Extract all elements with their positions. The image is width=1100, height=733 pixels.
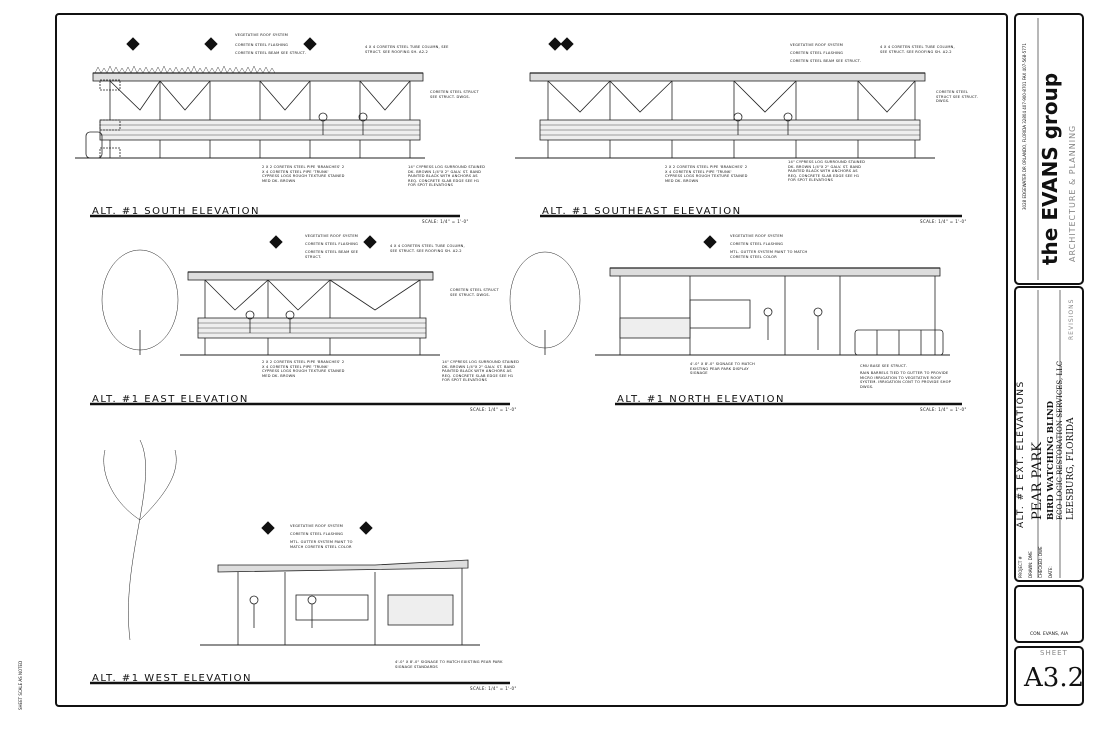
note-pipe-east: 2 X 2 CORETEN STEEL PIPE 'BRANCHES' 2 X 4 CORETEN STEEL PIPE 'TRUNK' CYPRESS LOGS ROUGH TEXTURE STAINED MED DK. BROWN	[262, 360, 345, 378]
info-project-no: PROJECT #	[1018, 556, 1023, 578]
south-elevation-drawing	[75, 66, 425, 158]
project-name: PEAR PARK	[1030, 442, 1045, 520]
note-flashing-southeast: CORETEN STEEL FLASHING	[790, 51, 844, 55]
note-flashing-north: CORETEN STEEL FLASHING	[730, 242, 784, 246]
note-beam-south: CORETEN STEEL BEAM SEE STRUCT.	[235, 51, 306, 55]
project-subtitle: BIRD WATCHING BLIND	[1046, 400, 1056, 520]
revisions-label: REVISIONS	[1068, 298, 1075, 340]
project-client: ECO-LOGIC RESTORATION SERVICES, LLC	[1056, 360, 1064, 520]
title-east-elevation: ALT. #1 EAST ELEVATION	[92, 394, 249, 405]
note-roof-south: VEGETATIVE ROOF SYSTEM	[235, 33, 289, 37]
scale-south-elevation: SCALE: 1/4" = 1'-0"	[422, 219, 469, 224]
note-roof-southeast: VEGETATIVE ROOF SYSTEM	[790, 43, 844, 47]
note-cmu-north: CMU BASE SEE STRUCT.	[860, 364, 907, 368]
note-beam-southeast: CORETEN STEEL BEAM SEE STRUCT.	[790, 59, 861, 63]
section-markers	[127, 38, 716, 534]
info-drawn: DRAWN: DME	[1028, 551, 1033, 578]
note-roof-north: VEGETATIVE ROOF SYSTEM	[730, 234, 784, 238]
title-west-elevation: ALT. #1 WEST ELEVATION	[92, 673, 252, 684]
note-tube-south: 4 X 4 CORETEN STEEL TUBE COLUMN, SEE STRUCT. SEE ROOFING SH. A2.2	[365, 45, 449, 54]
sheet-number: A3.2	[1024, 663, 1085, 693]
note-log-east: 14" CYPRESS LOG SURROUND STAINED DK. BROWN 1/4"X 2" GALV. ST. BAND PAINTED BLACK WITH ANCHORS AS REQ. CONCRETE SLAB EDGE SEE H1 FOR SPOT ELEVATIONS	[442, 360, 520, 383]
note-struct-east: CORETEN STEEL STRUCT SEE STRUCT. DWGS.	[450, 288, 499, 297]
sheet-label: SHEET	[1040, 649, 1068, 657]
note-struct-southeast: CORETEN STEEL STRUCT SEE STRUCT. DWGS.	[936, 90, 979, 104]
north-elevation-drawing	[595, 268, 950, 355]
scale-east-elevation: SCALE: 1/4" = 1'-0"	[470, 407, 517, 412]
project-location: LEESBURG, FLORIDA	[1066, 417, 1076, 520]
note-signage-north: 4'-0" X 8'-0" SIGNAGE TO MATCH EXISTING PEAR PARK DISPLAY SIGNAGE	[690, 362, 755, 376]
scale-north-elevation: SCALE: 1/4" = 1'-0"	[920, 407, 967, 412]
note-log-southeast: 14" CYPRESS LOG SURROUND STAINED DK. BROWN 1/4"X 2" GALV. ST. BAND PAINTED BLACK WITH ANCHORS AS REQ. CONCRETE SLAB EDGE SEE H1 FOR SPOT ELEVATIONS	[788, 160, 866, 183]
title-southeast-elevation: ALT. #1 SOUTHEAST ELEVATION	[542, 206, 742, 217]
note-signage-west: 4'-0" X 8'-0" SIGNAGE TO MATCH EXISTING PEAR PARK SIGNAGE STANDARDS	[395, 660, 503, 669]
southeast-elevation-drawing	[515, 73, 935, 158]
note-roof-east: VEGETATIVE ROOF SYSTEM	[305, 234, 359, 238]
note-tube-southeast: 4 X 4 CORETEN STEEL TUBE COLUMN, SEE STRUCT. SEE ROOFING SH. A2.2	[880, 45, 955, 54]
info-date: DATE:	[1048, 566, 1053, 578]
firm-tagline: ARCHITECTURE & PLANNING	[1068, 124, 1077, 262]
scale-west-elevation: SCALE: 1/4" = 1'-0"	[470, 686, 517, 691]
note-rain-north: RAIN BARRELS TIED TO GUTTER TO PROVIDE MICRO IRRIGATION TO VEGETATIVE ROOF SYSTEM. IRRIGATION CONT TO PROVIDE SHOP DWGS.	[860, 371, 952, 389]
firm-address: 3028 EDGEWATER DR ORLANDO, FLORIDA 32804 407-900-8701 FAX 407-568-5771	[1022, 43, 1027, 210]
info-checked: CHECKED: DWE	[1038, 546, 1043, 578]
note-pipe-south: 2 X 2 CORETEN STEEL PIPE 'BRANCHES' 2 X 4 CORETEN STEEL PIPE 'TRUNK' CYPRESS LOGS ROUGH TEXTURE STAINED MED DK. BROWN	[262, 165, 345, 183]
title-underlines	[90, 216, 962, 683]
note-gutter-west: MTL. GUTTER SYSTEM PAINT TO MATCH CORETEN STEEL COLOR	[290, 540, 353, 549]
note-gutter-north: MTL. GUTTER SYSTEM PAINT TO MATCH CORETEN STEEL COLOR	[730, 250, 808, 259]
note-log-south: 14" CYPRESS LOG SURROUND STAINED DK. BROWN 1/4"X 2" GALV. ST. BAND PAINTED BLACK WITH ANCHORS AS REQ. CONCRETE SLAB EDGE SEE H1 FOR SPOT ELEVATIONS	[408, 165, 486, 188]
firm-logo: the EVANS group	[1038, 72, 1062, 265]
scale-southeast-elevation: SCALE: 1/4" = 1'-0"	[920, 219, 967, 224]
note-flashing-west: CORETEN STEEL FLASHING	[290, 532, 344, 536]
note-tube-east: 4 X 4 CORETEN STEEL TUBE COLUMN, SEE STRUCT. SEE ROOFING SH. A2.2	[390, 244, 465, 253]
east-elevation-drawing	[102, 250, 580, 355]
note-beam-east: CORETEN STEEL BEAM SEE STRUCT.	[305, 250, 359, 259]
note-flashing-south: CORETEN STEEL FLASHING	[235, 43, 289, 47]
note-pipe-southeast: 2 X 2 CORETEN STEEL PIPE 'BRANCHES' 2 X 4 CORETEN STEEL PIPE 'TRUNK' CYPRESS LOGS ROUGH TEXTURE STAINED MED DK. BROWN	[665, 165, 748, 183]
consultant-name: CON. EVANS, AIA	[1030, 632, 1069, 637]
sheet-title: ALT. #1 EXT. ELEVATIONS	[1016, 380, 1026, 528]
note-roof-west: VEGETATIVE ROOF SYSTEM	[290, 524, 344, 528]
sheet-scale-note: SHEET SCALE AS NOTED	[18, 660, 23, 710]
note-flashing-east: CORETEN STEEL FLASHING	[305, 242, 359, 246]
title-south-elevation: ALT. #1 SOUTH ELEVATION	[92, 206, 260, 217]
note-struct-south: CORETEN STEEL STRUCT SEE STRUCT. DWGS.	[430, 90, 479, 99]
title-north-elevation: ALT. #1 NORTH ELEVATION	[617, 394, 785, 405]
